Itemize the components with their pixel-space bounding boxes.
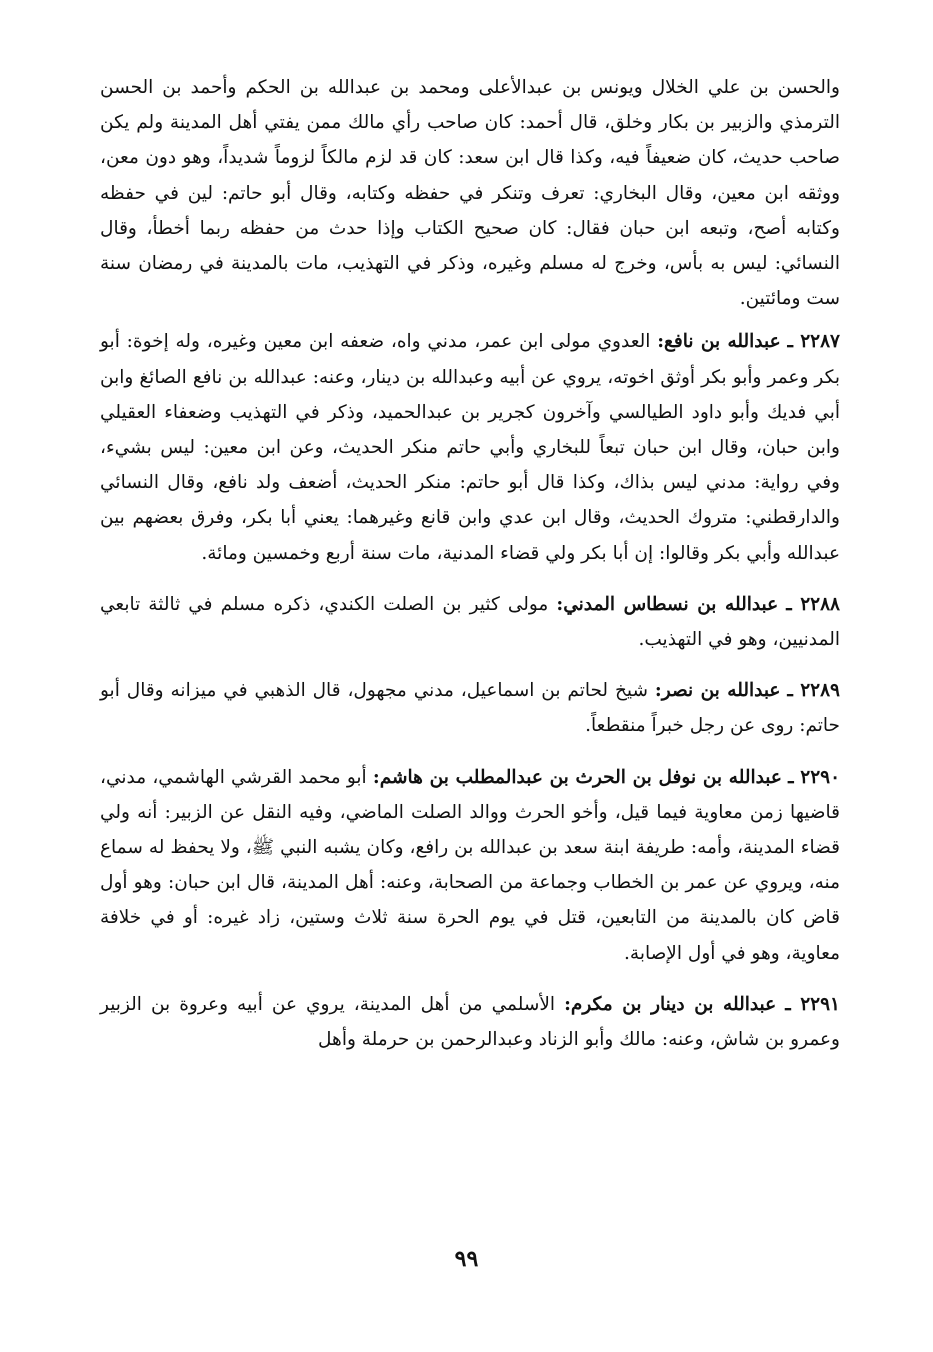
entry-paragraph <box>100 987 840 1057</box>
entry-name: عبدالله بن نسطاس المدني: <box>556 593 779 615</box>
entry-number: ٢٢٨٨ ـ <box>786 593 840 615</box>
entry-text: شيخ لحاتم بن اسماعيل، مدني مجهول، قال الذهبي في ميزانه وقال أبو حاتم: روى عن رجل خبراً منقطعاً. <box>100 680 840 737</box>
entry-paragraph <box>100 760 840 971</box>
entry-paragraph <box>100 673 840 743</box>
page-number: ٩٩ <box>454 1246 479 1272</box>
entry-number: ٢٢٨٧ ـ <box>787 331 840 353</box>
entry-text: العدوي مولى ابن عمر، مدني واه، ضعفه ابن معين وغيره، وله إخوة: أبو بكر وعمر وأبو بكر أوثق اخوته، يروي عن أبيه وعبدالله بن دينار، وعنه: عبدالله بن نافع الصائغ وابن أبي فديك وأبو داود الطيالسي وآخرون كجرير بن عبدالحميد، وذكر في التهذيب وضعفاء العقيلي وابن حبان، وقال ابن حبان تبعاً للبخاري وأبي حاتم منكر الحديث، وعن ابن معين: ليس بشيء، وفي رواية: مدني ليس بذاك، وكذا قال أبو حاتم: منكر الحديث، أضعف ولد نافع، وقال النسائي والدارقطني: متروك الحديث، وقال ابن عدي وابن قانع وغيرهما: يعني أبا بكر، وفرق بعضهم بين عبدالله وأبي بكر وقالوا: إن أبا بكر ولي قضاء المدنية، مات سنة أربع وخمسين ومائة. <box>100 331 840 564</box>
entry-name: عبدالله بن نوفل بن الحرث بن عبدالمطلب بن هاشم: <box>372 766 782 788</box>
entry-text: مولى كثير بن الصلت الكندي، ذكره مسلم في ثالثة تابعي المدنيين، وهو في التهذيب. <box>100 593 840 651</box>
entry-number: ٢٢٩٠ ـ <box>788 766 841 788</box>
entry-text: الأسلمي من أهل المدينة، يروي عن أبيه وعروة بن الزبير وعمرو بن شاش، وعنه: مالك وأبو الزناد وعبدالرحمن بن حرملة وأهل <box>100 993 840 1051</box>
entry-number: ٢٢٩١ ـ <box>785 993 840 1015</box>
entry-paragraph <box>100 324 840 570</box>
entry-number: ٢٢٨٩ ـ <box>787 680 840 702</box>
entry-name: عبدالله بن نافع: <box>657 331 781 353</box>
continuation-text: والحسن بن علي الخلال ويونس بن عبدالأعلى ومحمد بن عبدالله بن الحكم وأحمد بن الحسن الترمذي والزبير بن بكار وخلق، قال أحمد: كان صاحب رأي مالك ممن يفتي أهل المدينة ولم يكن صاحب حديث، كان ضعيفاً فيه، وكذا قال ابن سعد: كان قد لزم مالكاً لزوماً شديداً، وهو دون معن، ووثقه ابن معين، وقال البخاري: تعرف وتنكر في حفظه وكتابه، وقال أبو حاتم: لين في حفظه وكتابه أصح، وتبعه ابن حبان فقال: كان صحيح الكتاب وإذا حدث من حفظه ربما أخطأ، وقال النسائي: ليس به بأس، وخرج له مسلم وغيره، وذكر في التهذيب، مات بالمدينة في رمضان سنة ست ومائتين. <box>100 77 840 310</box>
entry-name: عبدالله بن دينار بن مكرم: <box>564 993 777 1015</box>
entry-paragraph <box>100 587 840 657</box>
page-body <box>100 70 840 1073</box>
entry-name: عبدالله بن نصر: <box>654 680 781 702</box>
continuation-paragraph <box>100 70 840 316</box>
entry-text: أبو محمد القرشي الهاشمي، مدني، قاضيها زمن معاوية فيما قيل، وأخو الحرث ووالد الصلت الماضي، وفيه النقل عن الزبير: أنه ولي قضاء المدينة، وأمه: طريفة ابنة سعد بن عبدالله بن رافع، وكان يشبه النبي ﷺ، ولا يحفظ له سماع منه، ويروي عن عمر بن الخطاب وجماعة من الصحابة، وعنه: أهل المدينة، قال ابن حبان: وهو أول قاض كان بالمدينة من التابعين، قتل في يوم الحرة سنة ثلاث وستين، زاد غيره: أو في خلافة معاوية، وهو في أول الإصابة. <box>100 766 840 964</box>
